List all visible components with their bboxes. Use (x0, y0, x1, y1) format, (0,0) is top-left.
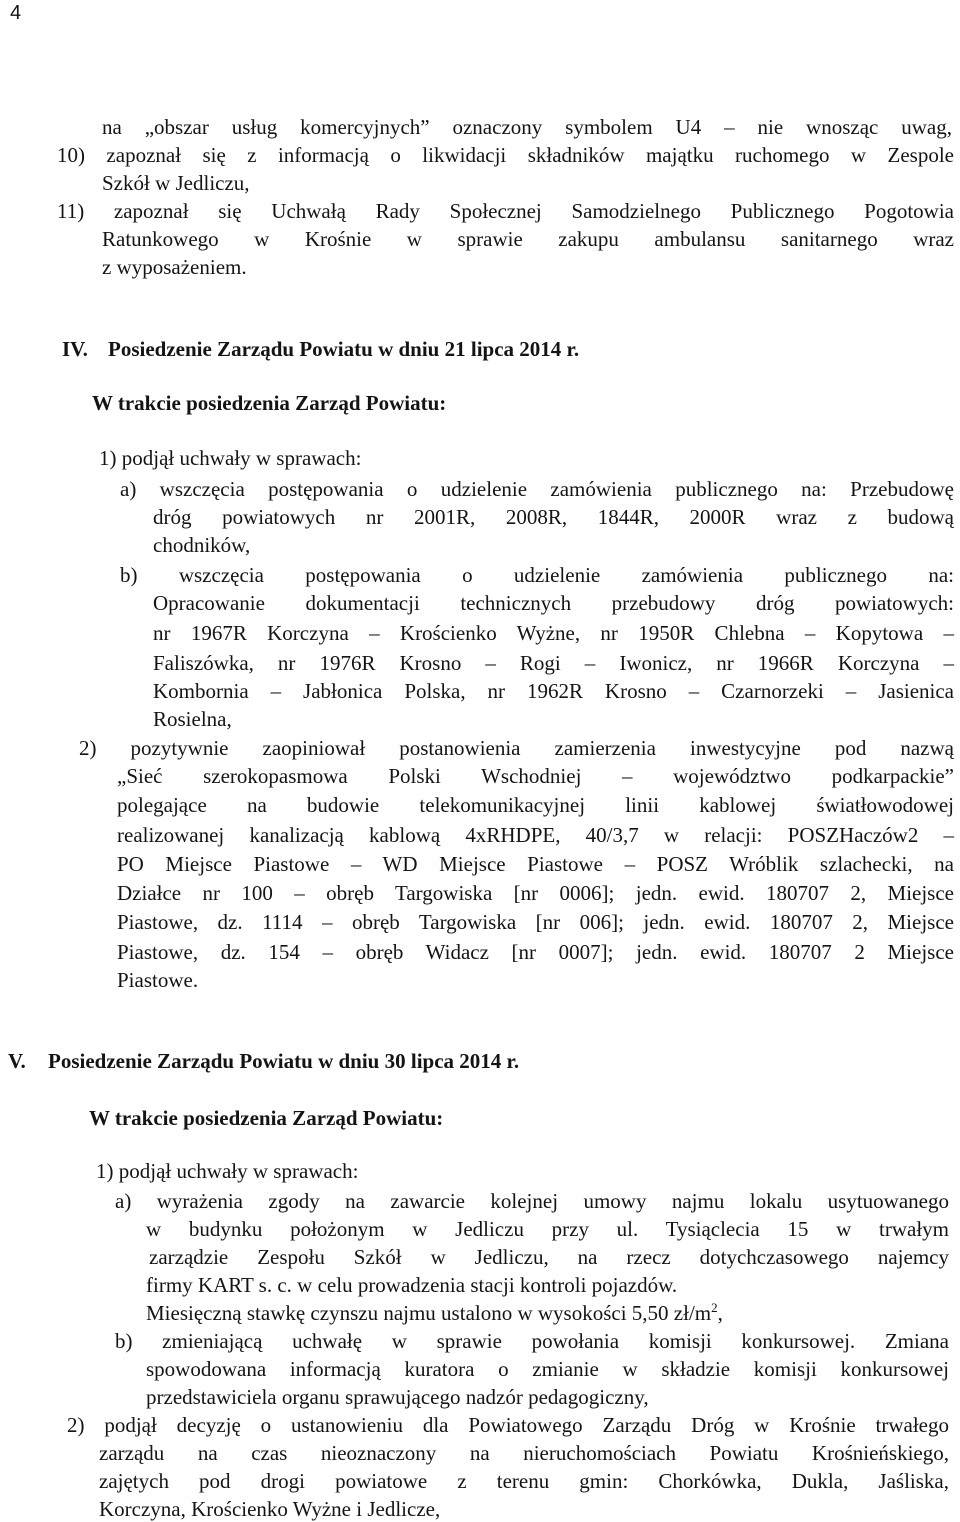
section-iv-line: 2) pozytywnie zaopiniował postanowienia zamierzenia inwestycyjne pod nazwą (79, 736, 954, 760)
section-v-line: 2) podjął decyzję o ustanowieniu dla Powiatowego Zarządu Dróg w Krośnie trwałego (67, 1413, 949, 1437)
section-v-line: firmy KART s. c. w celu prowadzenia stacji kontroli pojazdów. (146, 1273, 678, 1297)
section-v-line: 1) podjął uchwały w sprawach: (96, 1159, 359, 1183)
page-number: 4 (10, 2, 22, 24)
section-v-line: w budynku położonym w Jedliczu przy ul. Tysiąclecia 15 w trwałym (146, 1217, 949, 1241)
section-v-line: b) zmieniającą uchwałę w sprawie powołania komisji konkursowej. Zmiana (115, 1329, 949, 1353)
section-iv-line: PO Miejsce Piastowe – WD Miejsce Piastowe – POSZ Wróblik szlachecki, na (117, 852, 954, 876)
section-v-heading (8, 1048, 519, 1074)
section-v-line: zarządzie Zespołu Szkół w Jedliczu, na rzecz dotychczasowego najemcy (149, 1245, 949, 1269)
section-v-line: spowodowana informacją kuratora o zmianie w składzie komisji konkursowej (146, 1357, 949, 1381)
section-iv-line: realizowanej kanalizacją kablową 4xRHDPE, 40/3,7 w relacji: POSZHaczów2 – (117, 823, 954, 847)
superscript: 2 (711, 1300, 718, 1315)
section-v-number: V. (8, 1049, 26, 1073)
section-v-line: zajętych pod drogi powiatowe z terenu gmin: Chorkówka, Dukla, Jaśliska, (99, 1469, 949, 1493)
section-iv-line: Piastowe. (117, 968, 199, 992)
section-iv-line: Opracowanie dokumentacji technicznych przebudowy dróg powiatowych: (153, 591, 954, 615)
section-v-line: przedstawiciela organu sprawującego nadzór pedagogiczny, (146, 1385, 649, 1409)
section-iv-line: b) wszczęcia postępowania o udzielenie zamówienia publicznego na: (120, 563, 954, 587)
section-iv-line: a) wszczęcia postępowania o udzielenie zamówienia publicznego na: Przebudowę (120, 477, 954, 501)
section-v-line: Korczyna, Krościenko Wyżne i Jedlicze, (99, 1497, 441, 1521)
continuation-line: Szkół w Jedliczu, (102, 171, 250, 195)
section-iv-line: 1) podjął uchwały w sprawach: (99, 446, 362, 470)
section-iv-number: IV. (62, 337, 88, 361)
section-v-subtitle: W trakcie posiedzenia Zarząd Powiatu: (89, 1106, 444, 1130)
continuation-line: 11) zapoznał się Uchwałą Rady Społecznej Samodzielnego Publicznego Pogotowia (57, 199, 954, 223)
section-iv-line: polegające na budowie telekomunikacyjnej linii kablowej światłowodowej (117, 793, 954, 817)
section-v-line: Miesięczną stawkę czynszu najmu ustalono w wysokości 5,50 $zł/m^2$, (146, 1300, 723, 1325)
section-iv-heading (62, 336, 579, 362)
section-iv-line: chodników, (153, 533, 251, 557)
section-iv-line: Działce nr 100 – obręb Targowiska [nr 0006]; jedn. ewid. 180707 2, Miejsce (117, 881, 954, 905)
section-iv-line: Piastowe, dz. 1114 – obręb Targowiska [nr 006]; jedn. ewid. 180707 2, Miejsce (117, 910, 954, 934)
section-iv-line: Piastowe, dz. 154 – obręb Widacz [nr 0007]; jedn. ewid. 180707 2 Miejsce (117, 940, 954, 964)
section-iv-line: dróg powiatowych nr 2001R, 2008R, 1844R, 2000R wraz z budową (153, 505, 954, 529)
section-v-line: zarządu na czas nieoznaczony na nieruchomościach Powiatu Krośnieńskiego, (99, 1441, 949, 1465)
continuation-line: 10) zapoznał się z informacją o likwidacji składników majątku ruchomego w Zespole (57, 143, 954, 167)
section-iv-line: Faliszówka, nr 1976R Krosno – Rogi – Iwonicz, nr 1966R Korczyna – (153, 651, 954, 675)
section-iv-line: Kombornia – Jabłonica Polska, nr 1962R Krosno – Czarnorzeki – Jasienica (153, 679, 954, 703)
section-v-title: Posiedzenie Zarządu Powiatu w dniu 30 lipca 2014 r. (48, 1049, 520, 1073)
section-iv-title: Posiedzenie Zarządu Powiatu w dniu 21 lipca 2014 r. (108, 337, 580, 361)
section-v-line: a) wyrażenia zgody na zawarcie kolejnej umowy najmu lokalu usytuowanego (115, 1189, 949, 1213)
section-iv-subtitle: W trakcie posiedzenia Zarząd Powiatu: (92, 391, 447, 415)
continuation-line: Ratunkowego w Krośnie w sprawie zakupu ambulansu sanitarnego wraz (102, 227, 954, 251)
continuation-line: z wyposażeniem. (102, 255, 247, 279)
section-iv-line: Rosielna, (153, 707, 232, 731)
section-iv-line: nr 1967R Korczyna – Krościenko Wyżne, nr 1950R Chlebna – Kopytowa – (153, 621, 954, 645)
continuation-line: na „obszar usług komercyjnych” oznaczony symbolem U4 – nie wnosząc uwag, (102, 115, 952, 139)
section-iv-line: „Sieć szerokopasmowa Polski Wschodniej – województwo podkarpackie” (117, 764, 954, 788)
